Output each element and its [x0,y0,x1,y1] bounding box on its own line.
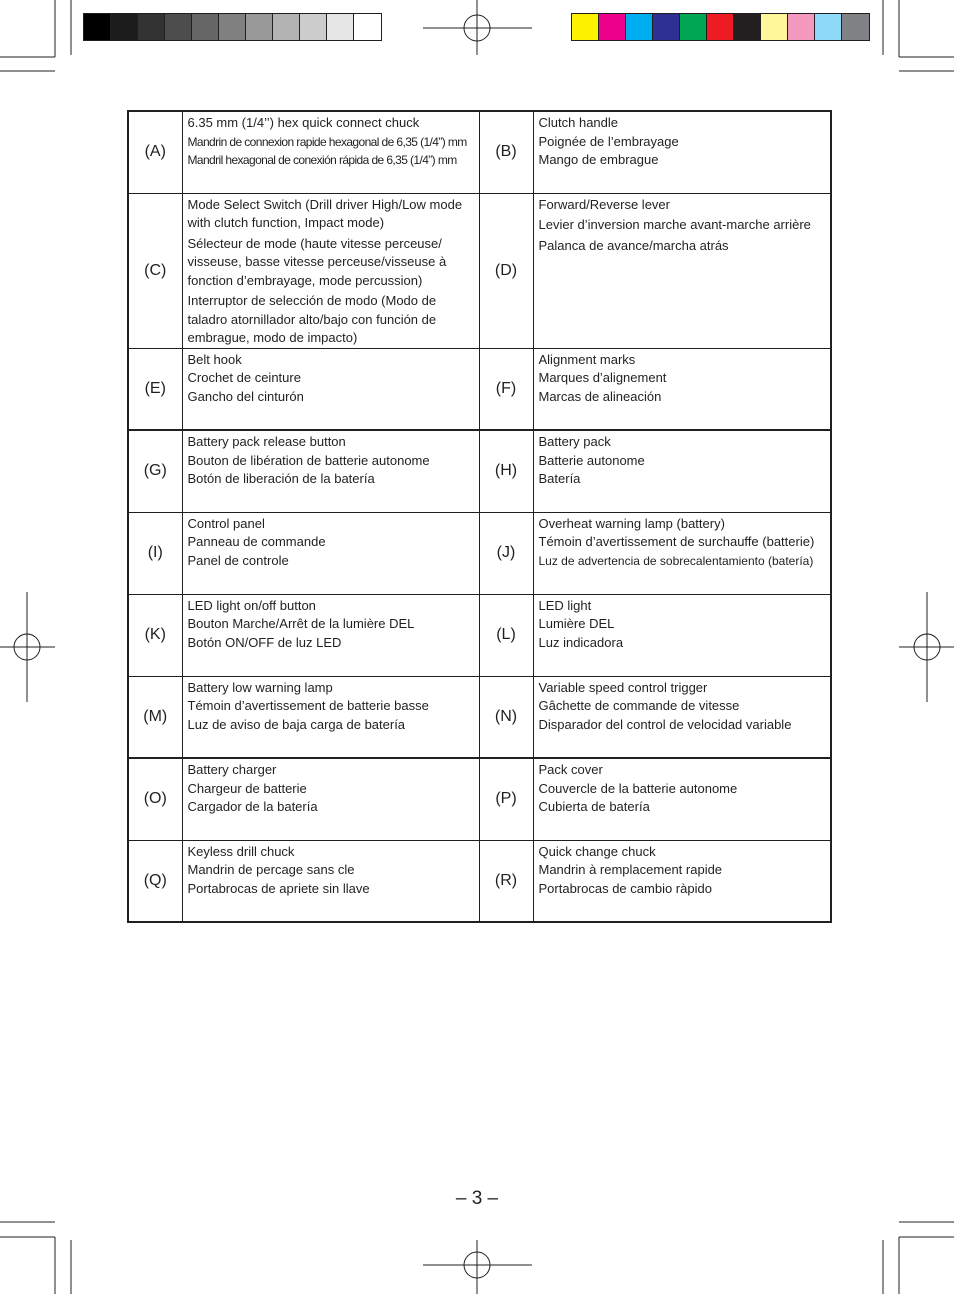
part-name-line: Mango de embrague [538,152,659,167]
color-swatch [626,14,653,40]
part-name-line: Marcas de alineación [538,388,662,404]
color-swatch [653,14,680,40]
part-name-line: Luz de advertencia de sobrecalentamiento (batería) [538,553,814,568]
part-description [182,840,479,922]
part-key: (G) [128,430,182,512]
table-row [128,111,831,193]
grayscale-calibration-bar [83,13,382,41]
part-name-line: Gâchette de commande de vitesse [538,698,740,713]
part-description [533,594,831,676]
part-name-line: Battery pack release button [187,434,346,449]
part-name-line: LED light [538,597,592,613]
page-number: – 3 – [455,1188,499,1209]
color-swatch [707,14,734,40]
part-name-line: Mandril hexagonal de conexión rápida de 6,35 (1/4”) mm [187,153,457,167]
part-name-line: Poignée de l’embrayage [538,133,679,149]
table-row [128,594,831,676]
part-name-line: Cargador de la batería [187,799,318,814]
part-description [533,111,831,193]
part-description [182,676,479,758]
gray-swatch [246,14,273,40]
part-name-line: Lumière DEL [538,616,615,631]
part-name-line: Crochet de ceinture [187,370,301,385]
part-key: (K) [128,594,182,676]
gray-swatch [138,14,165,40]
table-row [128,840,831,922]
part-name-line: Batterie autonome [538,452,645,468]
part-key: (N) [479,676,533,758]
part-name-line: Panel de controle [187,552,289,568]
part-name-line: Portabrocas de apriete sin llave [187,880,370,896]
gray-swatch [327,14,354,40]
color-swatch [680,14,707,40]
part-name-line: Alignment marks [538,351,636,367]
part-key: (H) [479,430,533,512]
part-name-line: Témoin d’avertissement de batterie basse [187,698,429,713]
part-name-line: Levier d’inversion marche avant-marche arrière [538,217,811,232]
gray-swatch [165,14,192,40]
part-description [182,758,479,840]
color-swatch [761,14,788,40]
part-name-line: Portabrocas de cambio ràpido [538,880,712,896]
part-name-line: Palanca de avance/marcha atrás [538,237,729,253]
part-name-line: Belt hook [187,351,242,367]
part-key: (I) [128,512,182,594]
part-description [533,676,831,758]
part-name-line: Mode Select Switch (Drill driver High/Low mode with clutch function, Impact mode) [187,196,463,230]
part-description [182,111,479,193]
part-description [533,758,831,840]
part-name-line: Batería [538,471,581,486]
part-name-line: Panneau de commande [187,534,326,549]
part-key: (Q) [128,840,182,922]
gray-swatch [192,14,219,40]
table-row [128,348,831,430]
part-name-line: Luz indicadora [538,634,624,650]
part-name-line: LED light on/off button [187,597,316,613]
color-swatch [842,14,869,40]
part-name-line: Disparador del control de velocidad variable [538,716,792,732]
part-description [182,430,479,512]
color-swatch [572,14,599,40]
part-name-line: Botón de liberación de la batería [187,471,375,486]
part-key: (E) [128,348,182,430]
part-description [533,512,831,594]
gray-swatch [219,14,246,40]
parts-table [127,110,832,923]
part-name-line: Couvercle de la batterie autonome [538,780,738,796]
part-name-line: Botón ON/OFF de luz LED [187,634,342,650]
part-name-line: Bouton Marche/Arrêt de la lumière DEL [187,616,415,631]
part-name-line: Cubierta de batería [538,799,650,814]
part-name-line: Battery pack [538,434,611,449]
table-row [128,758,831,840]
part-name-line: Témoin d’avertissement de surchauffe (batterie) [538,534,815,549]
gray-swatch [354,14,381,40]
part-name-line: Control panel [187,515,265,531]
table-row [128,676,831,758]
part-key: (J) [479,512,533,594]
part-key: (C) [128,193,182,348]
color-calibration-bar [571,13,870,41]
part-name-line: Mandrin à remplacement rapide [538,862,723,877]
gray-swatch [273,14,300,40]
part-description [182,193,479,348]
part-name-line: Quick change chuck [538,843,656,859]
part-name-line: Clutch handle [538,115,618,130]
part-name-line: Marques d’alignement [538,370,667,385]
part-description [182,594,479,676]
part-name-line: Mandrin de connexion rapide hexagonal de 6,35 (1/4”) mm [187,134,467,149]
part-name-line: Sélecteur de mode (haute vitesse perceuse/ visseuse, basse vitesse perceuse/visseuse à fonction d’embrayage, mode percussion) [187,235,447,288]
part-name-line: 6.35 mm (1/4’’) hex quick connect chuck [187,115,420,130]
part-name-line: Keyless drill chuck [187,843,295,859]
part-description [533,348,831,430]
part-name-line: Bouton de libération de batterie autonome [187,452,430,468]
part-name-line: Battery low warning lamp [187,679,333,695]
part-name-line: Battery charger [187,762,277,777]
part-key: (D) [479,193,533,348]
color-swatch [734,14,761,40]
color-swatch [815,14,842,40]
part-name-line: Gancho del cinturón [187,388,304,404]
color-swatch [788,14,815,40]
part-key: (B) [479,111,533,193]
part-name-line: Overheat warning lamp (battery) [538,515,725,531]
gray-swatch [84,14,111,40]
part-description [182,348,479,430]
part-key: (O) [128,758,182,840]
gray-swatch [300,14,327,40]
part-key: (M) [128,676,182,758]
part-name-line: Chargeur de batterie [187,780,307,796]
gray-swatch [111,14,138,40]
table-row [128,193,831,348]
part-name-line: Mandrin de percage sans cle [187,862,355,877]
part-description [533,193,831,348]
part-name-line: Luz de aviso de baja carga de batería [187,716,406,732]
table-row [128,512,831,594]
color-swatch [599,14,626,40]
part-key: (A) [128,111,182,193]
part-description [533,840,831,922]
part-key: (F) [479,348,533,430]
part-name-line: Forward/Reverse lever [538,196,670,212]
part-description [182,512,479,594]
table-row [128,430,831,512]
part-name-line: Variable speed control trigger [538,679,708,695]
part-name-line: Pack cover [538,762,603,777]
part-description [533,430,831,512]
part-key: (R) [479,840,533,922]
part-key: (P) [479,758,533,840]
part-name-line: Interruptor de selección de modo (Modo de taladro atornillador alto/bajo con función de embrague, modo de impacto) [187,293,437,345]
part-key: (L) [479,594,533,676]
